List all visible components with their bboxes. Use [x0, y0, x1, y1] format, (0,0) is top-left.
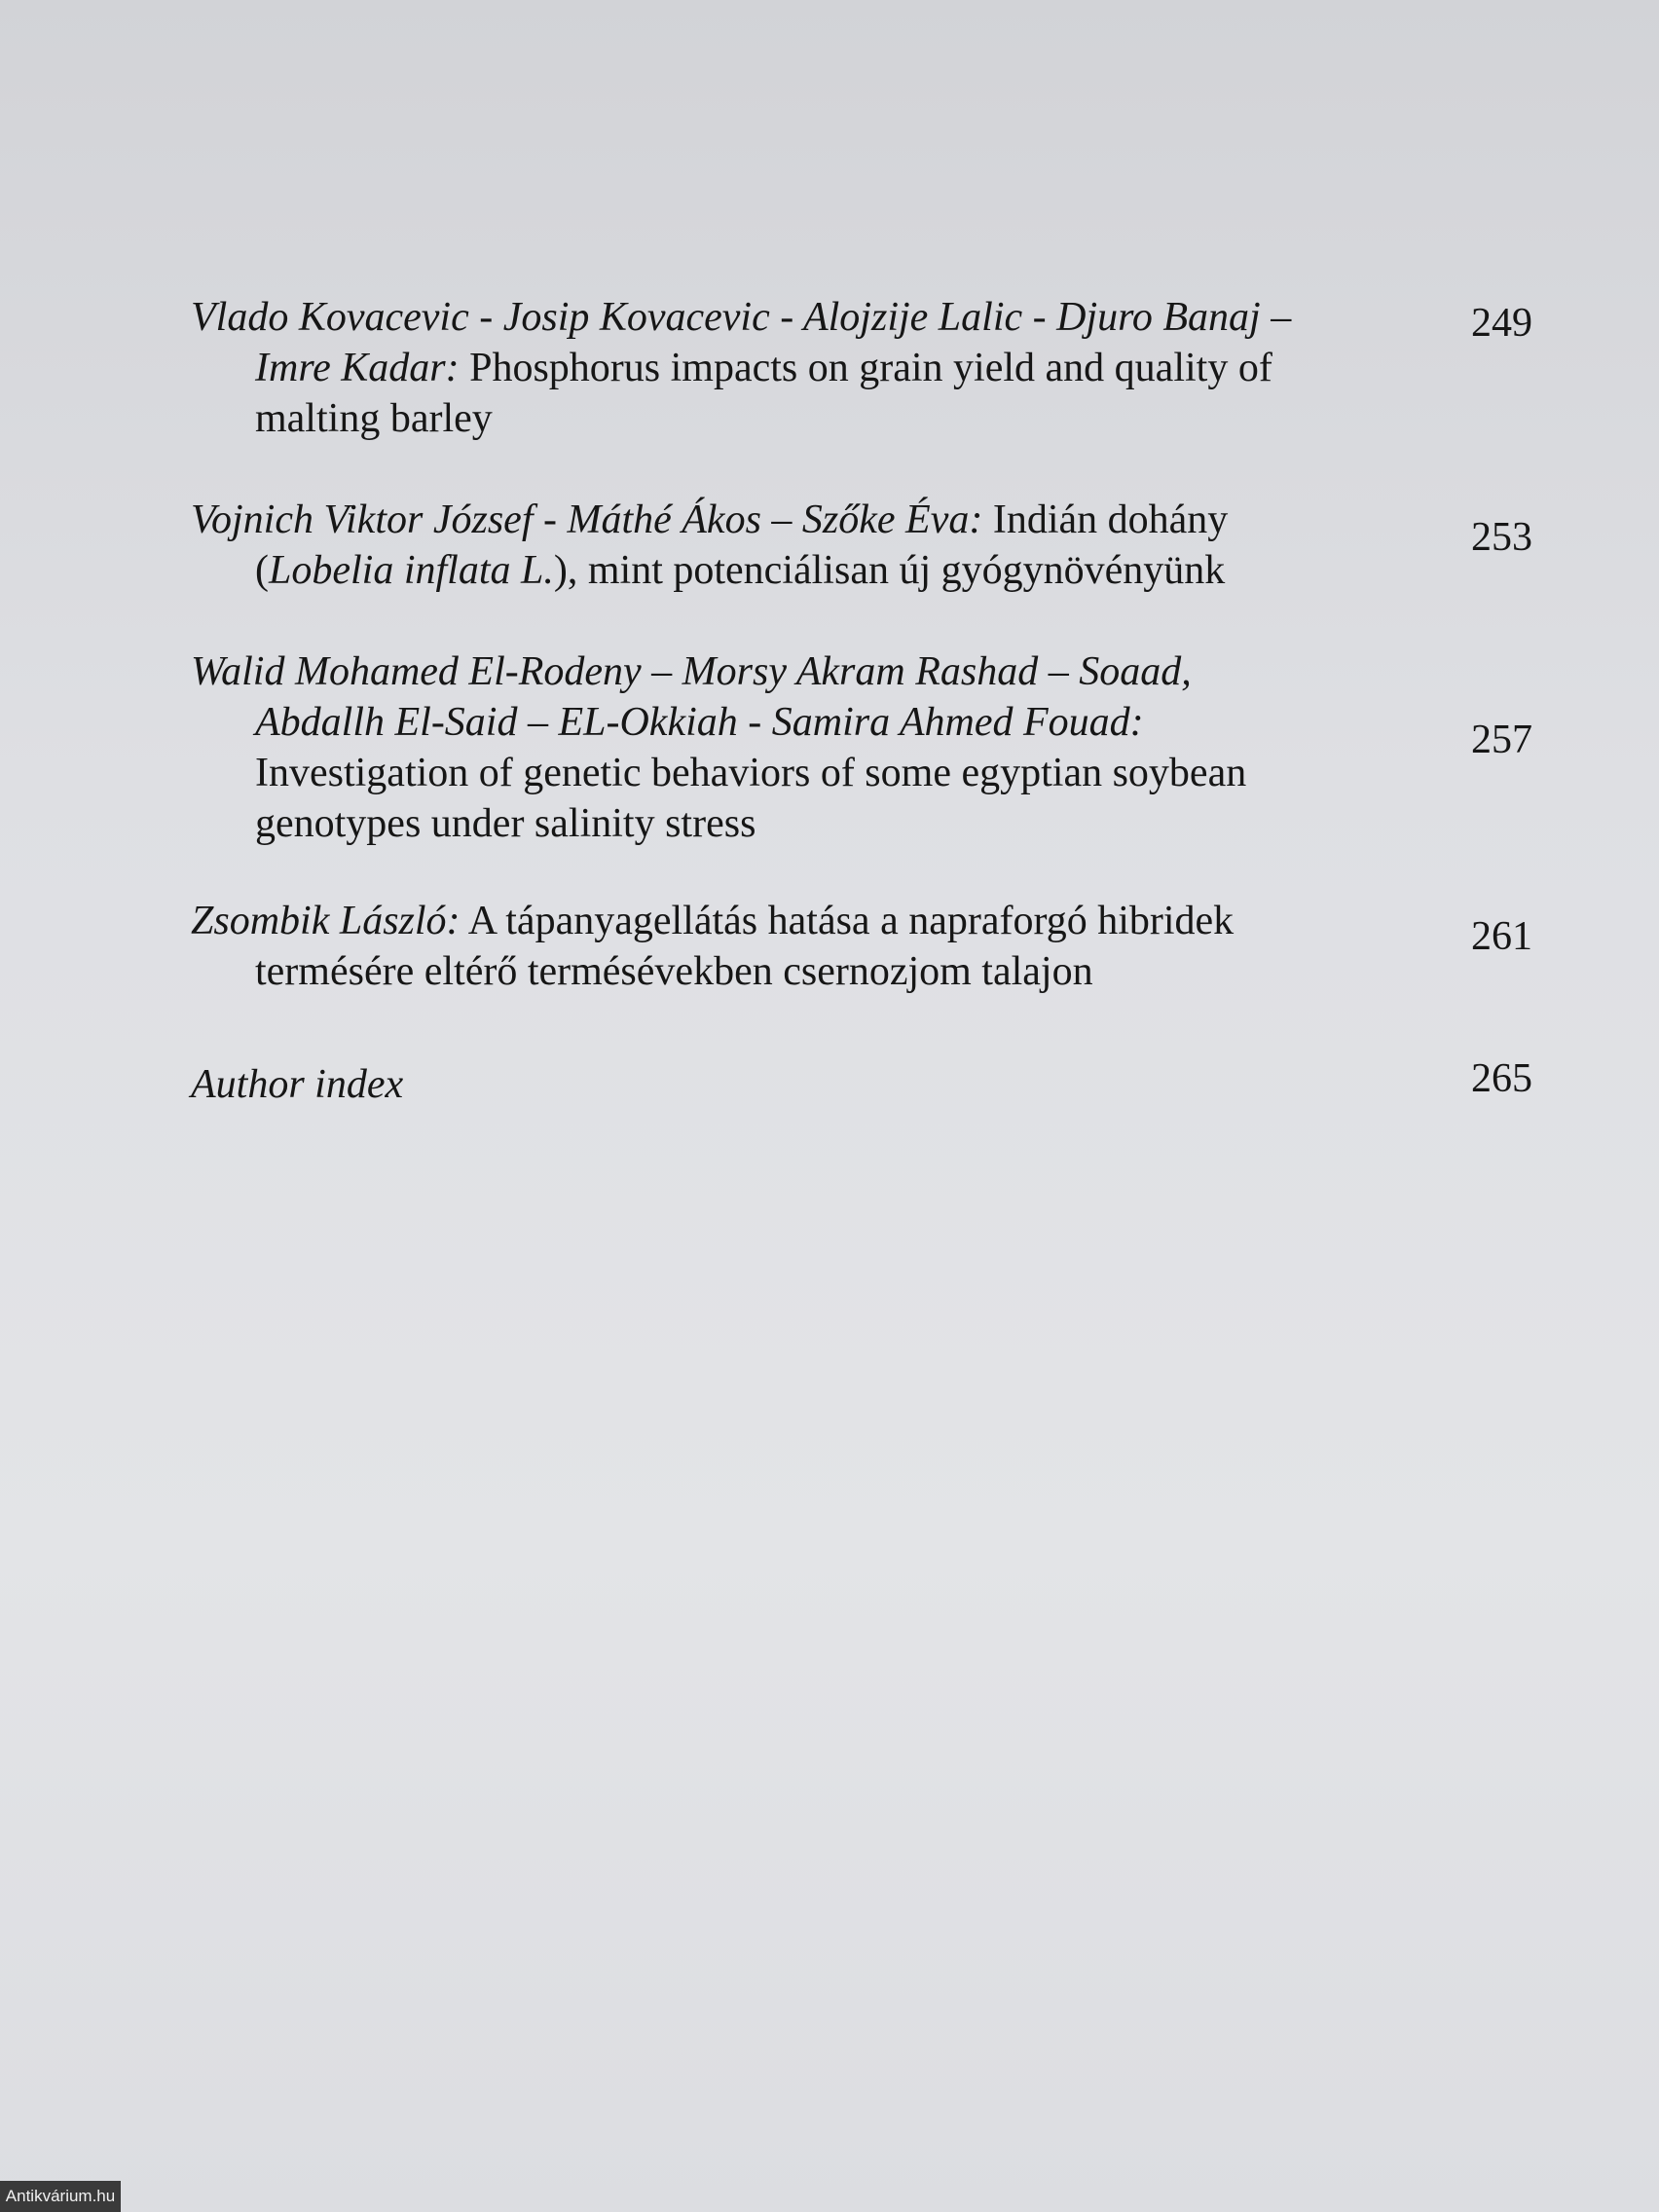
- entry-title: Indián dohány: [982, 498, 1229, 542]
- author-index-page-number: 265: [1471, 1056, 1532, 1101]
- entry-authors: Abdallh El-Said – EL-Okkiah - Samira Ahmed Fouad:: [255, 700, 1144, 745]
- entry-title: Phosphorus impacts on grain yield and quality of: [459, 346, 1272, 390]
- entry-authors: Vlado Kovacevic - Josip Kovacevic - Alojzije Lalic - Djuro Banaj –: [191, 295, 1292, 340]
- entry-title: malting barley: [255, 396, 493, 441]
- watermark-logo: Antikvárium.hu: [0, 2181, 121, 2212]
- entry-authors: Vojnich Viktor József - Máthé Ákos – Szőke Éva:: [191, 498, 983, 542]
- author-index-label: Author index: [191, 1062, 404, 1107]
- entry-title: Investigation of genetic behaviors of some egyptian soybean: [255, 751, 1247, 795]
- entry-title-italic: Lobelia inflata L.: [269, 548, 554, 593]
- entry-title: termésére eltérő termésévekben csernozjom talajon: [255, 949, 1093, 994]
- entry-authors: Imre Kadar:: [255, 346, 460, 390]
- entry-page-number: 249: [1471, 301, 1532, 346]
- entry-page-number: 261: [1471, 914, 1532, 959]
- entry-title: genotypes under salinity stress: [255, 801, 756, 846]
- entry-title: A tápanyagellátás hatása a napraforgó hibridek: [460, 899, 1235, 943]
- entry-authors: Zsombik László:: [191, 899, 461, 943]
- entry-authors: Walid Mohamed El-Rodeny – Morsy Akram Rashad – Soaad,: [191, 649, 1192, 694]
- entry-page-number: 257: [1471, 718, 1532, 762]
- entry-page-number: 253: [1471, 515, 1532, 560]
- entry-title: ), mint potenciálisan új gyógynövényünk: [553, 548, 1226, 593]
- entry-title: (: [255, 548, 269, 593]
